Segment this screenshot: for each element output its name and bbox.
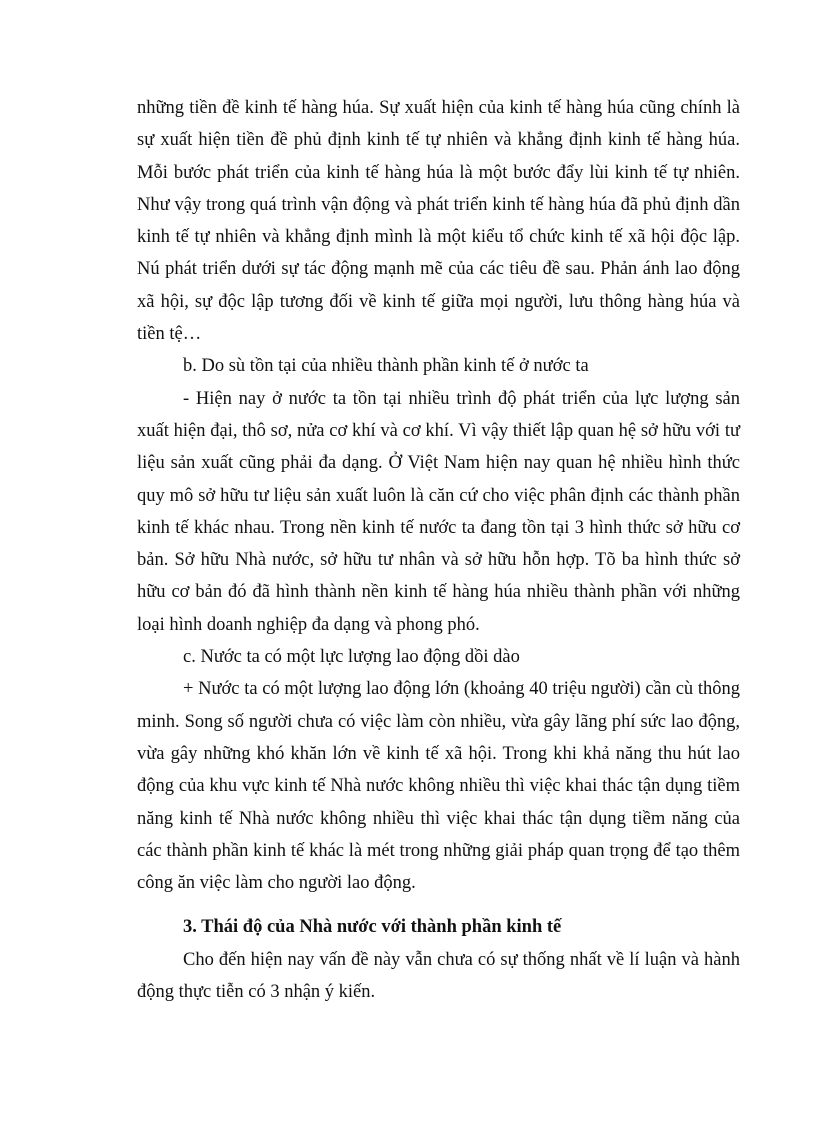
paragraph-labor-force: + Nước ta có một lượng lao động lớn (khoảng 40 triệu người) cần cù thông minh. Song số người chưa có việc làm còn nhiều, vừa gây lãng phí sức lao động, vừa gây những khó khăn lớn về kinh tế xã hội. Trong khi khả năng thu hút lao động của khu vực kinh tế Nhà nước không nhiều thì việc khai thác tận dụng tiềm năng kinh tế Nhà nước không nhiều thì việc khai thác tận dụng tiềm năng của các thành phần kinh tế khác là mét trong những giải pháp quan trọng để tạo thêm công ăn việc làm cho người lao động.	[137, 679, 740, 894]
paragraph-commodity-economy: những tiền đề kinh tế hàng húa. Sự xuất hiện của kinh tế hàng húa cũng chính là sự xuất hiện tiền đề phủ định kinh tế tự nhiên và khẳng định kinh tế hàng húa. Mỗi bước phát triển của kinh tế hàng húa là một bước đẩy lùi kinh tế tự nhiên. Như vậy trong quá trình vận động và phát triển kinh tế hàng húa đã phủ định dần kinh tế tự nhiên và khẳng định mình là một kiểu tổ chức kinh tế xã hội độc lập. Nú phát triển dưới sự tác động mạnh mẽ của các tiêu đề sau. Phản ánh lao động xã hội, sự độc lập tương đối về kinh tế giữa mọi người, lưu thông hàng húa và tiền tệ…	[137, 98, 740, 345]
document-body	[137, 92, 740, 1008]
subheading-b: b. Do sù tồn tại của nhiều thành phần kinh tế ở nước ta	[183, 356, 589, 377]
section-heading: 3. Thái độ của Nhà nước với thành phần kinh tế	[183, 917, 562, 938]
paragraph-ownership-forms: - Hiện nay ở nước ta tồn tại nhiều trình độ phát triển của lực lượng sản xuất hiện đại, thô sơ, nửa cơ khí và cơ khí. Vì vậy thiết lập quan hệ sở hữu với tư liệu sản xuất cũng phải đa dạng. Ở Việt Nam hiện nay quan hệ nhiều hình thức quy mô sở hữu tư liệu sản xuất luôn là căn cứ cho việc phân định các thành phần kinh tế khác nhau. Trong nền kinh tế nước ta đang tồn tại 3 hình thức sở hữu cơ bản. Sở hữu Nhà nước, sở hữu tư nhân và sở hữu hỗn hợp. Tõ ba hình thức sở hữu cơ bản đó đã hình thành nền kinh tế hàng húa nhiều thành phần với những loại hình doanh nghiệp đa dạng và phong phó.	[137, 388, 740, 635]
paragraph-closing: Cho đến hiện nay vấn đề này vẫn chưa có sự thống nhất về lí luận và hành động thực tiễn có 3 nhận ý kiến.	[137, 949, 740, 1003]
section-gap	[137, 899, 740, 911]
subheading-c: c. Nước ta có một lực lượng lao động dồi dào	[183, 647, 520, 668]
